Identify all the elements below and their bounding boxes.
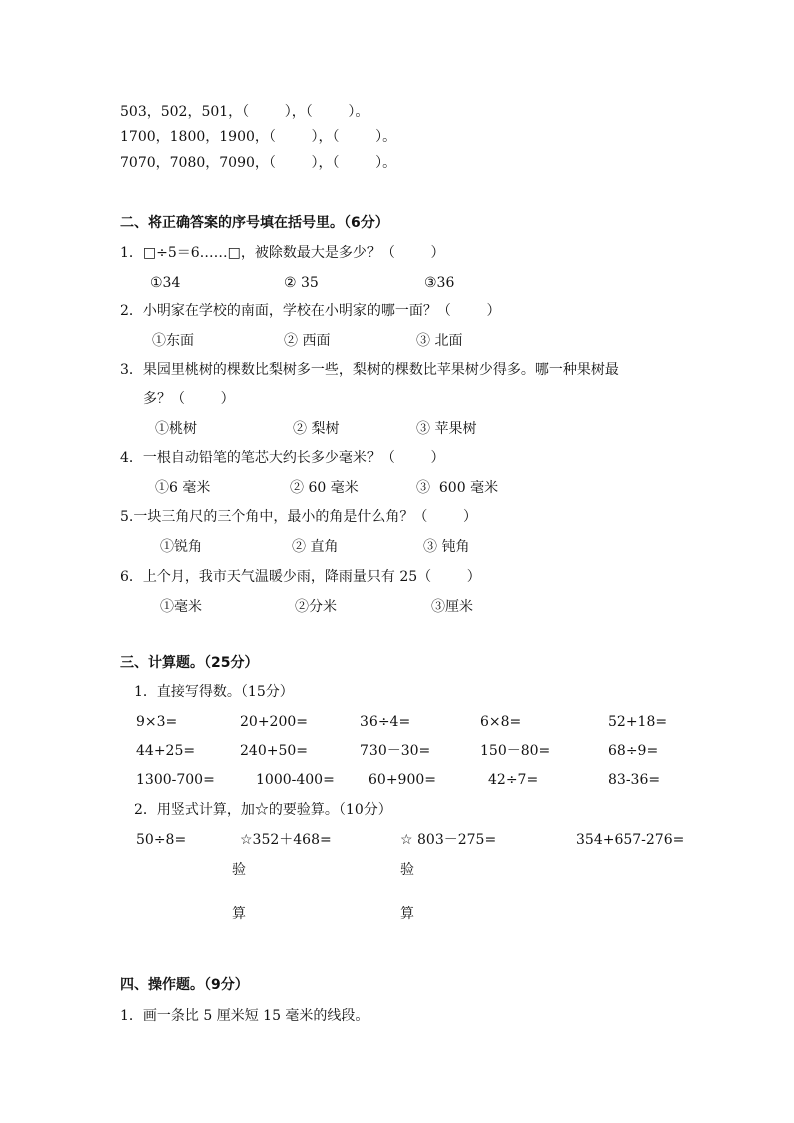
calc-r1-c4: 6×8= bbox=[480, 714, 522, 730]
question-2-option-a: ①东面 bbox=[152, 333, 194, 349]
calc-r3-c4: 42÷7= bbox=[488, 772, 539, 788]
question-6-option-a: ①毫米 bbox=[160, 599, 202, 615]
section2-heading: 二、将正确答案的序号填在括号里。（6分） bbox=[120, 215, 389, 231]
question-1-option-b: ② 35 bbox=[284, 275, 319, 291]
sequence-line-3: 7070，7080，7090，（ ），（ ）。 bbox=[120, 155, 397, 171]
section4-heading: 四、操作题。（9分） bbox=[120, 977, 249, 993]
question-5-option-c: ③ 钝角 bbox=[423, 539, 470, 555]
vertical-calc-3: ☆ 803－275= bbox=[400, 832, 497, 848]
calc-r3-c1: 1300-700= bbox=[136, 772, 215, 788]
check-label-bottom-1: 算 bbox=[232, 906, 246, 922]
section3-part2-title: 2．用竖式计算，加☆的要验算。（10分） bbox=[134, 802, 392, 818]
question-3-option-a: ①桃树 bbox=[155, 421, 197, 437]
question-6: 6．上个月，我市天气温暖少雨，降雨量只有 25（ ） bbox=[120, 569, 481, 585]
question-3-continued: 多？（ ） bbox=[143, 391, 235, 407]
vertical-calc-2: ☆352＋468= bbox=[240, 832, 332, 848]
question-3-option-b: ② 梨树 bbox=[293, 421, 340, 437]
calc-r2-c1: 44+25= bbox=[136, 743, 196, 759]
question-2: 2．小明家在学校的南面，学校在小明家的哪一面？（ ） bbox=[120, 303, 501, 319]
question-3-option-c: ③ 苹果树 bbox=[416, 421, 477, 437]
section3-heading: 三、计算题。（25分） bbox=[120, 655, 259, 671]
calc-r1-c3: 36÷4= bbox=[360, 714, 411, 730]
vertical-calc-4: 354+657-276= bbox=[576, 832, 685, 848]
check-label-top-1: 验 bbox=[232, 862, 246, 878]
calc-r3-c5: 83-36= bbox=[608, 772, 661, 788]
question-5-option-b: ② 直角 bbox=[292, 539, 339, 555]
calc-r2-c2: 240+50= bbox=[240, 743, 308, 759]
question-1-option-a: ①34 bbox=[150, 275, 181, 291]
question-1-option-c: ③36 bbox=[424, 275, 455, 291]
question-4-option-c: ③ 600 毫米 bbox=[416, 480, 499, 496]
calc-r3-c2: 1000-400= bbox=[256, 772, 335, 788]
calc-r2-c5: 68÷9= bbox=[608, 743, 659, 759]
question-6-option-c: ③厘米 bbox=[431, 599, 473, 615]
sequence-line-1: 503，502，501，（ ），（ ）。 bbox=[120, 104, 370, 120]
question-5: 5.一块三角尺的三个角中，最小的角是什么角？（ ） bbox=[120, 509, 477, 525]
question-4-option-b: ② 60 毫米 bbox=[290, 480, 359, 496]
question-2-option-b: ② 西面 bbox=[284, 333, 331, 349]
question-4: 4．一根自动铅笔的笔芯大约长多少毫米？（ ） bbox=[120, 450, 445, 466]
sequence-line-2: 1700，1800，1900，（ ），（ ）。 bbox=[120, 129, 397, 145]
section4-question-1: 1．画一条比 5 厘米短 15 毫米的线段。 bbox=[120, 1008, 370, 1024]
calc-r2-c3: 730－30= bbox=[360, 743, 431, 759]
check-label-top-2: 验 bbox=[400, 862, 414, 878]
vertical-calc-1: 50÷8= bbox=[136, 832, 187, 848]
question-2-option-c: ③ 北面 bbox=[416, 333, 463, 349]
question-1: 1．□÷5＝6……□，被除数最大是多少？（ ） bbox=[120, 245, 445, 261]
calc-r3-c3: 60+900= bbox=[368, 772, 436, 788]
section3-part1-title: 1．直接写得数。（15分） bbox=[134, 684, 294, 700]
check-label-bottom-2: 算 bbox=[400, 906, 414, 922]
calc-r1-c1: 9×3= bbox=[136, 714, 178, 730]
calc-r1-c5: 52+18= bbox=[608, 714, 668, 730]
question-3: 3．果园里桃树的棵数比梨树多一些，梨树的棵数比苹果树少得多。哪一种果树最 bbox=[120, 362, 619, 378]
calc-r1-c2: 20+200= bbox=[240, 714, 308, 730]
question-5-option-a: ①锐角 bbox=[160, 539, 202, 555]
calc-r2-c4: 150－80= bbox=[480, 743, 551, 759]
question-6-option-b: ②分米 bbox=[295, 599, 337, 615]
question-4-option-a: ①6 毫米 bbox=[155, 480, 211, 496]
